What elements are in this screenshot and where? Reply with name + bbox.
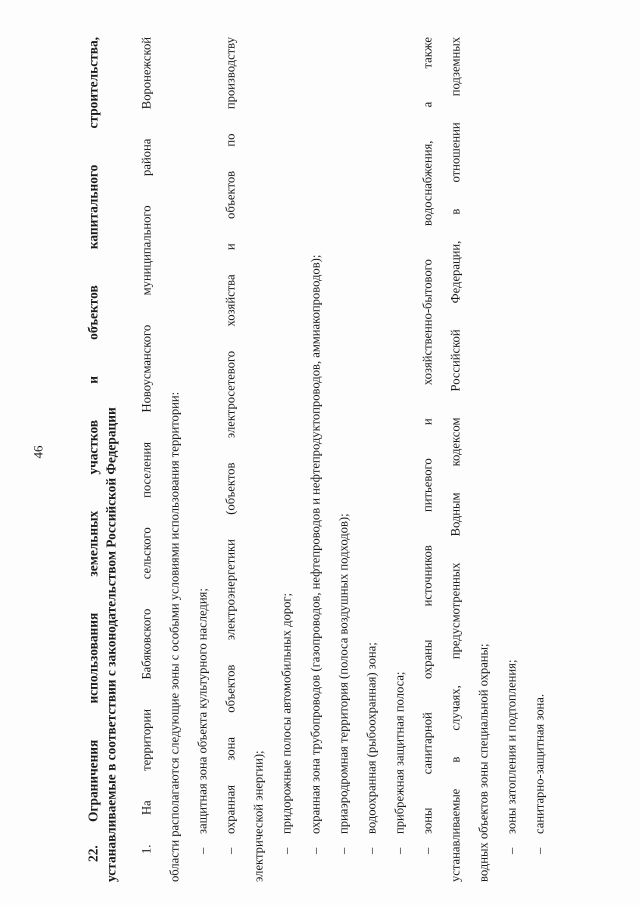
section-title-line-1: Ограничения использования земельных участков и объектов капитального строительства, (85, 37, 101, 822)
list-dash: – (308, 847, 323, 854)
rotated-sheet (28, 22, 613, 882)
list-dash: – (532, 847, 547, 854)
list-item-8-line-3: водных объектов зоны специальной охраны; (476, 643, 491, 882)
list-item-10 (526, 37, 554, 882)
list-dash: – (420, 847, 435, 854)
list-item-7 (385, 37, 413, 882)
list-dash: – (279, 847, 294, 854)
section-heading-line-1 (85, 37, 103, 882)
list-item-9 (498, 37, 526, 882)
list-dash: – (336, 847, 351, 854)
document-body (133, 37, 554, 882)
list-item-2-line-1 (217, 37, 245, 882)
list-item-text: охранная зона трубопроводов (газопроводов, нефтепроводов и нефтепродуктопроводов, аммиакопроводов); (308, 254, 323, 834)
page-number: 46 (30, 445, 46, 459)
intro-line-2: области располагаются следующие зоны с особыми условиями использования территории: (167, 391, 182, 882)
list-item-text: водоохранная (рыбоохранная) зона; (364, 642, 379, 834)
list-item-1 (189, 37, 217, 882)
list-item-2-line-2: электрической энергии); (251, 750, 266, 882)
section-number: 22. (85, 845, 101, 862)
list-item-8-line-1 (413, 37, 441, 882)
list-item-text: зоны санитарной охраны источников питьевого и хозяйственно-бытового водоснабжения, а также (420, 37, 435, 834)
list-item-text: защитная зона объекта культурного наследия; (195, 588, 210, 834)
list-item-text: прибрежная защитная полоса; (392, 671, 407, 834)
section-title-line-2: устанавливаемые в соответствии с законодательством Российской Федерации (103, 407, 119, 882)
list-item-text: приаэродромная территория (полоса воздушных подходов); (336, 513, 351, 834)
list-item-3 (273, 37, 301, 882)
list-dash: – (392, 847, 407, 854)
list-dash: – (504, 847, 519, 854)
list-item-6 (357, 37, 385, 882)
list-dash: – (223, 847, 238, 854)
list-item-4 (301, 37, 329, 882)
list-item-text: охранная зона объектов электроэнергетики (объектов электросетевого хозяйства и объектов по производству (223, 37, 238, 834)
section-heading (85, 37, 121, 882)
list-dash: – (364, 847, 379, 854)
list-item-text: зоны затопления и подтопления; (504, 659, 519, 834)
intro-line-1: 1. На территории Бабяковского сельского поселения Новоусманского муниципального района Воронежской (139, 37, 154, 854)
list-item-8-line-2: устанавливаемые в случаях, предусмотренных Водным кодексом Российской Федерации, в отношении подземных (448, 37, 463, 882)
list-item-text: санитарно-защитная зона. (532, 693, 547, 834)
list-item-text: придорожные полосы автомобильных дорог; (279, 592, 294, 834)
list-item-5 (329, 37, 357, 882)
list-dash: – (195, 847, 210, 854)
